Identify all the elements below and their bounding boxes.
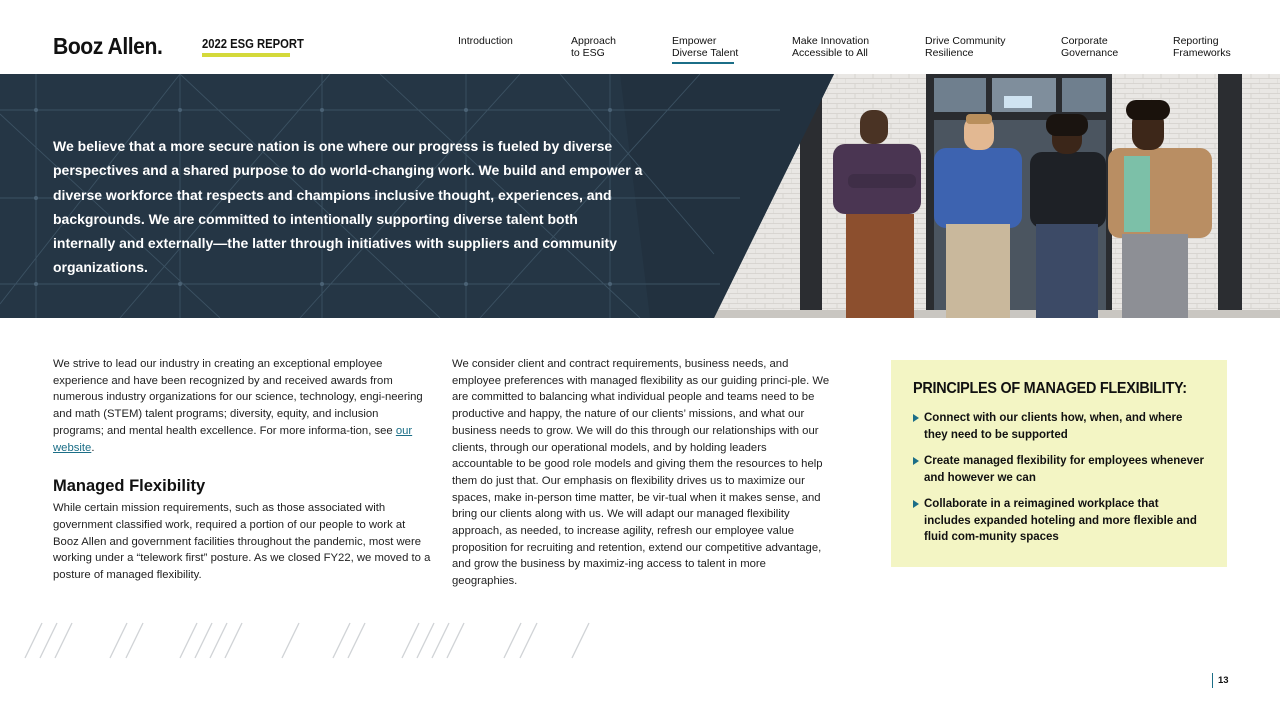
triangle-bullet-icon: [913, 500, 919, 508]
report-title-underline: [202, 53, 290, 57]
nav-empower-diverse-talent[interactable]: [672, 35, 738, 59]
nav-label: Diverse Talent: [672, 47, 739, 59]
booz-allen-logo[interactable]: Booz Allen.: [53, 33, 163, 59]
nav-label: Approach: [571, 35, 616, 47]
nav-label: Accessible to All: [792, 47, 868, 59]
decorative-slashes: [20, 620, 600, 660]
principle-text: Create managed flexibility for employees whenever and however we can: [924, 455, 1204, 484]
principles-callout: [891, 360, 1227, 567]
triangle-bullet-icon: [913, 457, 919, 465]
nav-label: Introduction: [458, 35, 513, 47]
triangle-bullet-icon: [913, 414, 919, 422]
nav-label: Frameworks: [1173, 47, 1231, 59]
principle-text: Collaborate in a reimagined workplace that includes expanded hoteling and more flexible and fluid com-munity spaces: [924, 498, 1197, 543]
section-heading-managed-flexibility: Managed Flexibility: [53, 477, 206, 496]
body-column-middle: [452, 356, 830, 590]
nav-active-indicator: [672, 62, 734, 64]
nav-make-innovation-accessible[interactable]: [792, 35, 869, 59]
nav-label: Drive Community: [925, 35, 1006, 47]
intro-text: We strive to lead our industry in creating an exceptional employee experience and have been recognized by and received awards from numerous industry organizations for our science, technology, engi-neering and math (STEM) talent programs; diversity, equity, and inclusion programs; and mental health excellence. For more informa-tion, see: [53, 358, 423, 437]
nav-label: to ESG: [571, 47, 605, 59]
managed-flexibility-paragraph: While certain mission requirements, such as those associated with government classified work, required a portion of our people to work at Booz Allen and government facilities throughout the pandemic, most were working under a “telework first” posture. As we closed FY22, we moved to a posture of managed flexibility.: [53, 502, 431, 582]
flexibility-approach-paragraph: We consider client and contract requirements, business needs, and employee preferences with managed flexibility as our guiding princi-ple. We are committed to balancing what individual people and teams need to be productive and happy, the nature of our clients’ missions, and what our business needs to grow. We will do this through our relationships with our clients, through our operational models, and by holding leaders accountable to be good role models and giving them the resources to help them do just that. Our emphasis on flexibility drives us to maximize our spaces, make in-person time matter, be vir-tual when it makes sense, and bring our clients along with us. We will adapt our managed flexibility approach, as needed, to increase agility, refresh our employee value proposition for recruiting and retention, extend our competitive advantage, and grow the business by maximiz-ing access to talent in more geographies.: [452, 358, 830, 588]
nav-corporate-governance[interactable]: [1061, 35, 1118, 59]
nav-label: Make Innovation: [792, 35, 870, 47]
principle-item: [913, 453, 1205, 486]
principle-item: [913, 410, 1205, 443]
principle-text: Connect with our clients how, when, and where they need to be supported: [924, 412, 1183, 441]
website-link[interactable]: our website: [53, 424, 413, 454]
principles-title: PRINCIPLES OF MANAGED FLEXIBILITY:: [913, 380, 1187, 397]
page-header: [0, 0, 1280, 74]
nav-label: Empower: [672, 35, 717, 47]
page-number: 13: [1212, 673, 1229, 688]
nav-label: Governance: [1061, 47, 1119, 59]
hero-banner: [0, 74, 1280, 318]
nav-approach-to-esg[interactable]: [571, 35, 616, 59]
nav-label: Reporting: [1173, 35, 1219, 47]
hero-statement: We believe that a more secure nation is one where our progress is fueled by diverse perspectives and a shared purpose to do world-changing work. We build and empower a diverse workforce that respects and champions inclusive thought, experiences, and backgrounds. We are committed to intentionally supporting diverse talent both internally and externally—the latter through initiatives with suppliers and community organizations.: [53, 138, 643, 276]
nav-label: Corporate: [1061, 35, 1108, 47]
nav-drive-community-resilience[interactable]: [925, 35, 1006, 59]
body-column-left: [53, 356, 431, 584]
nav-label: Resilience: [925, 47, 974, 59]
intro-end: .: [91, 441, 95, 454]
nav-reporting-frameworks[interactable]: [1173, 35, 1231, 59]
nav-introduction[interactable]: [458, 35, 513, 47]
principle-item: [913, 496, 1205, 546]
intro-paragraph: [53, 356, 431, 456]
report-title[interactable]: 2022 ESG REPORT: [202, 37, 304, 51]
